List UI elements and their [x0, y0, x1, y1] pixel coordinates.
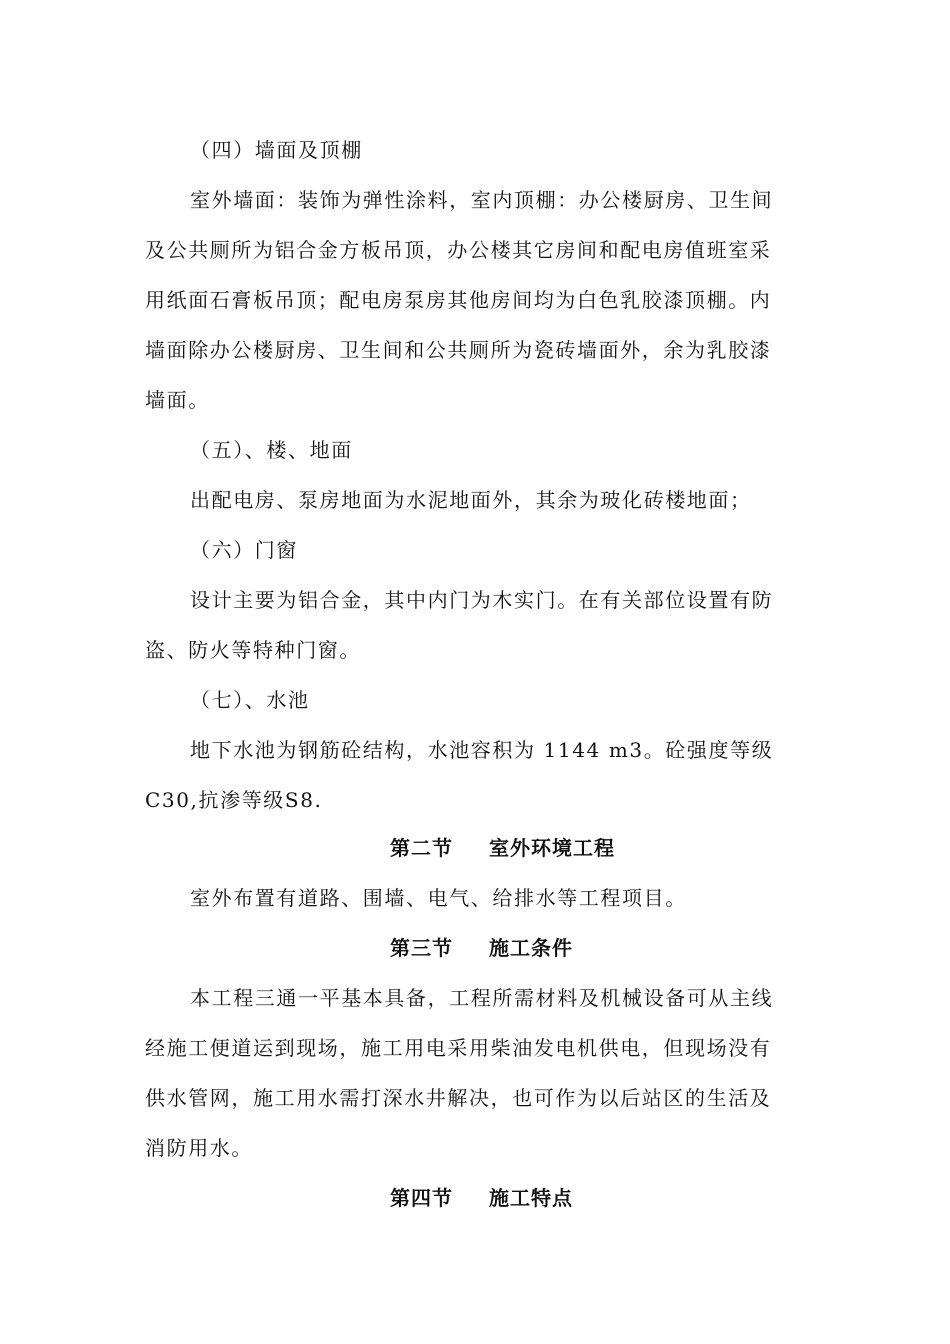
paragraph-line: 室外布置有道路、围墙、电气、给排水等工程项目。	[190, 886, 687, 910]
section-heading-3	[390, 934, 573, 962]
subsection-title-pool: （七）、水池	[190, 688, 310, 712]
paragraph-line: 出配电房、泵房地面为水泥地面外，其余为玻化砖楼地面；	[190, 488, 752, 512]
paragraph-line: 用纸面石膏板吊顶；配电房泵房其他房间均为白色乳胶漆顶棚。内	[145, 288, 772, 312]
paragraph-line: 消防用水。	[145, 1136, 253, 1160]
section-title: 室外环境工程	[489, 836, 615, 860]
paragraph-line: 室外墙面：装饰为弹性涂料，室内顶棚：办公楼厨房、卫生间	[190, 188, 774, 212]
paragraph-line: 地下水池为钢筋砼结构，水池容积为 1144 m3。砼强度等级	[190, 738, 774, 762]
paragraph-line: 经施工便道运到现场，施工用电采用柴油发电机供电，但现场没有	[145, 1036, 772, 1060]
paragraph-line: 供水管网，施工用水需打深水井解决，也可作为以后站区的生活及	[145, 1086, 772, 1110]
subsection-title-floors: （五）、楼、地面	[190, 438, 353, 462]
paragraph-line: 墙面除办公楼厨房、卫生间和公共厕所为瓷砖墙面外，余为乳胶漆	[145, 338, 772, 362]
subsection-title-doors-windows: （六）门窗	[190, 538, 298, 562]
subsection-title-walls: （四）墙面及顶棚	[190, 138, 363, 162]
section-title: 施工特点	[489, 1186, 573, 1210]
section-number: 第四节	[390, 1186, 453, 1210]
paragraph-line: 墙面。	[145, 388, 210, 412]
section-number: 第三节	[390, 936, 453, 960]
section-heading-2	[390, 834, 615, 862]
paragraph-line: 本工程三通一平基本具备，工程所需材料及机械设备可从主线	[190, 986, 774, 1010]
paragraph-line: 及公共厕所为铝合金方板吊顶，办公楼其它房间和配电房值班室采	[145, 238, 772, 262]
section-number: 第二节	[390, 836, 453, 860]
section-title: 施工条件	[489, 936, 573, 960]
paragraph-line: 设计主要为铝合金，其中内门为木实门。在有关部位设置有防	[190, 588, 774, 612]
section-heading-4	[390, 1184, 573, 1212]
paragraph-line: 盗、防火等特种门窗。	[145, 638, 361, 662]
paragraph-line: C30,抗渗等级S8.	[145, 788, 323, 812]
